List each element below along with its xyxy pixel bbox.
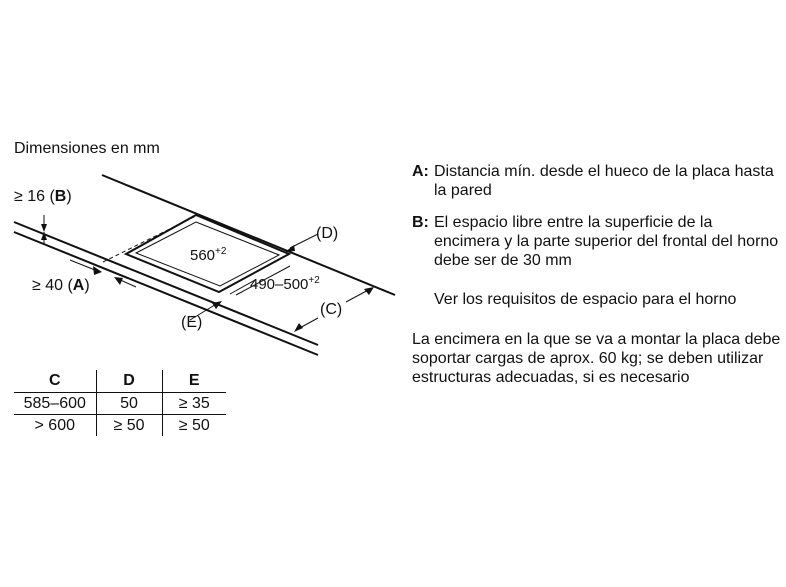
note-b-text: El espacio libre entre la superficie de la encimera y la parte superior del frontal del horno debe ser de 30 mm xyxy=(434,214,779,269)
dim-d-arrowhead xyxy=(285,245,295,252)
table-cell: ≥ 50 xyxy=(178,416,210,434)
note-a xyxy=(412,162,782,200)
label-c: (C) xyxy=(320,301,343,318)
table-cell: 585–600 xyxy=(14,393,96,415)
dim-c-arrowhead xyxy=(294,323,303,332)
label-d: (D) xyxy=(316,225,339,242)
dim-width-label: $560^{+2}$ xyxy=(190,246,227,264)
dimension-table xyxy=(14,370,226,436)
dim-a-arrowhead-right xyxy=(114,277,123,285)
note-b-key: B: xyxy=(412,214,429,231)
label-b: ≥ 16 (B) xyxy=(14,188,72,205)
table-header: D xyxy=(96,370,162,393)
table-cell: ≥ 50 xyxy=(96,415,162,437)
table-row xyxy=(14,415,226,437)
dim-d-leader xyxy=(290,234,318,248)
diagram-title: Dimensiones en mm xyxy=(14,140,160,157)
note-load: La encimera en la que se va a montar la placa debe soportar cargas de aprox. 60 kg; se deben utilizar estructuras adecuadas, si es necesario xyxy=(412,331,781,386)
table-header-row xyxy=(14,370,226,393)
note-b xyxy=(412,213,782,270)
table-row xyxy=(14,393,226,415)
notes-panel xyxy=(412,162,782,387)
label-a: ≥ 40 (A) xyxy=(32,277,90,294)
note-a-text: Distancia mín. desde el hueco de la placa hasta la pared xyxy=(434,163,774,199)
dim-depth-label: $490-500^{+2}$ xyxy=(250,275,320,293)
table-cell: ≥ 35 xyxy=(162,393,226,415)
table-header: E xyxy=(162,370,226,393)
label-e: (E) xyxy=(181,314,203,331)
table-cell: 50 xyxy=(96,393,162,415)
note-a-key: A: xyxy=(412,163,429,180)
table-header: C xyxy=(14,370,96,393)
note-oven: Ver los requisitos de espacio para el horno xyxy=(434,291,737,308)
dim-b-arrowhead xyxy=(41,224,47,232)
table-cell: > 600 xyxy=(14,415,96,437)
